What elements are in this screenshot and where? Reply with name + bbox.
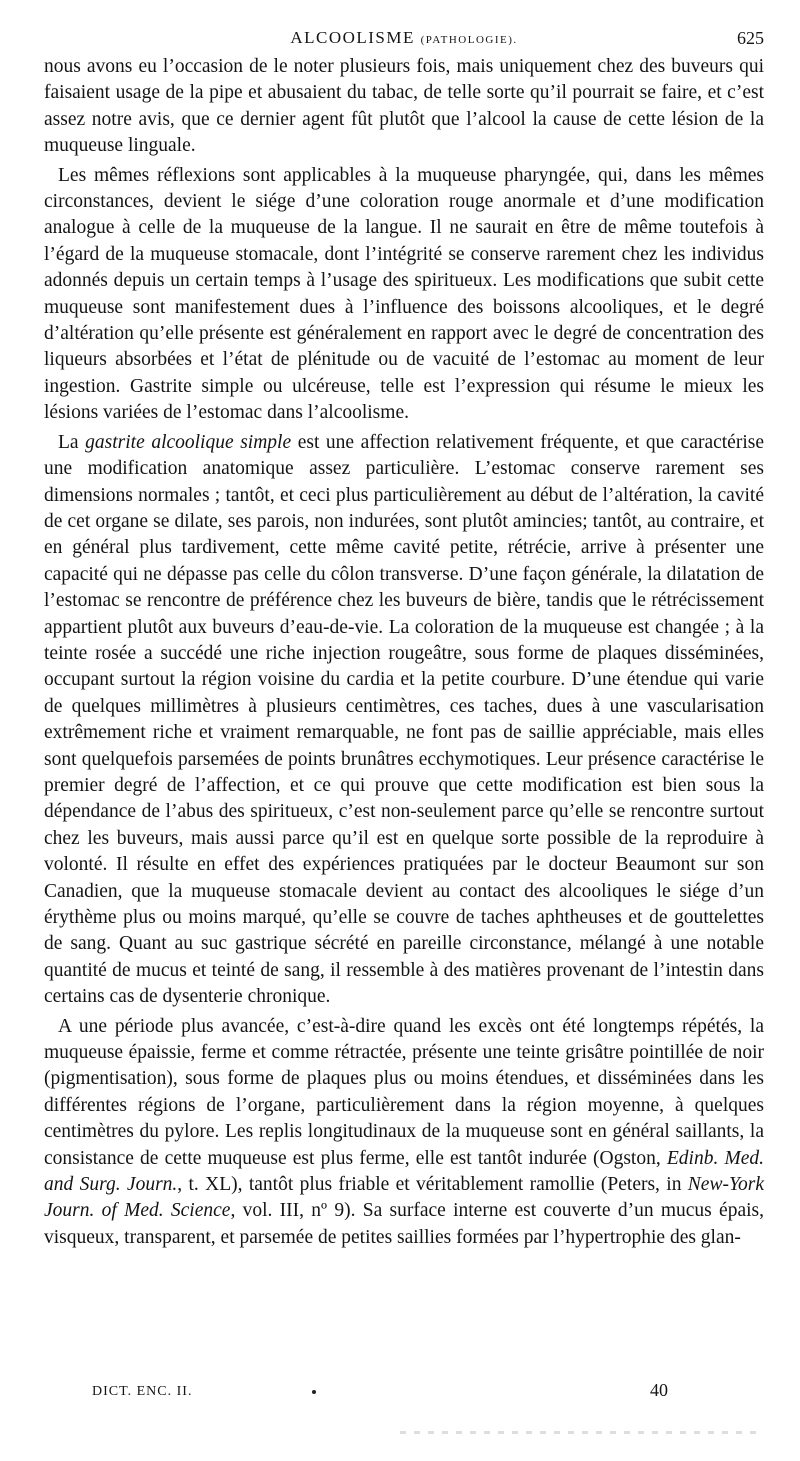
document-page	[44, 28, 764, 1251]
text-run: Les mêmes réflexions sont applicables à la muqueuse pharyngée, qui, dans les mêmes circonstances, devient le siége d’une coloration rouge anormale et d’une modification analogue à celle de la muqueuse de la langue. Il ne saurait en être de même toutefois à l’égard de la muqueuse stomacale, dont l’intégrité se conserve rarement chez les individus adonnés depuis un certain temps à l’usage des spiritueux. Les modifications que subit cette muqueuse sont manifestement dues à l’influence des boissons alcooliques, et le degré d’altération qu’elle présente est généralement en rapport avec le degré de concentration des liqueurs absorbées et l’état de plénitude ou de vacuité de l’estomac au moment de leur ingestion. Gastrite simple ou ulcéreuse, telle est l’expression qui résume le mieux les lésions variées de l’estomac dans l’alcoolisme.	[44, 164, 764, 424]
italic-run: Edinb. Med. and Surg. Journ.	[44, 1147, 764, 1196]
paragraph	[44, 163, 764, 427]
text-run: nous avons eu l’occasion de le noter plusieurs fois, mais uniquement chez des buveurs qui faisaient usage de la pipe et abusaient du tabac, de telle sorte qu’il pourrait se faire, et c’est assez notre avis, que ce dernier agent fût plutôt que l’alcool la cause de cette lésion de la muqueuse linguale.	[44, 56, 764, 157]
paragraph	[44, 1014, 764, 1252]
running-title-sub: (PATHOLOGIE).	[420, 34, 518, 46]
sheet-number: 40	[650, 1380, 668, 1400]
paragraph	[44, 430, 764, 1011]
text-run: A une période plus avancée, c’est-à-dire quand les excès ont été longtemps répétés, la muqueuse épaissie, ferme et comme rétractée, présente une teinte grisâtre pointillée de noir (pigmentisation), sous forme de plaques plus ou moins étendues, et disséminées dans les différentes régions de l’organe, particulièrement dans la région moyenne, à quelques centimètres du pylore. Les replis longitudinaux de la muqueuse sont en général saillants, la consistance de cette muqueuse est plus ferme, elle est tantôt indurée (Ogston,	[44, 1015, 764, 1169]
running-title-main: ALCOOLISME	[290, 28, 415, 47]
paragraph	[44, 54, 764, 160]
text-run: , t. XL), tantôt plus friable et véritablement ramollie (Peters, in	[177, 1174, 688, 1196]
text-run: La	[58, 431, 86, 453]
running-head	[44, 28, 764, 54]
bleed-through-marks	[400, 1431, 760, 1434]
text-run: est une affection relativement fréquente, et que caractérise une modification anatomique assez particulière. L’estomac conserve rarement ses dimensions normales ; tantôt, et ceci plus particulièrement au début de l’altération, la cavité de cet organe se dilate, ses parois, non indurées, sont plutôt amincies; tantôt, au contraire, et en général plus tardivement, cette même cavité petite, rétrécie, arrive à présenter une capacité qui ne dépasse pas celle du côlon transverse. D’une façon générale, la dilatation de l’estomac se rencontre de préférence chez les buveurs de bière, tandis que le rétrécissement appartient plutôt aux buveurs d’eau-de-vie. La coloration de la muqueuse est changée ; à la teinte rosée a succédé une riche injection rougeâtre, sous forme de plaques disséminées, occupant surtout la région voisine du cardia et la petite courbure. D’une étendue qui varie de quelques millimètres à plusieurs centimètres, ces taches, dues à une vascularisation extrêmement riche et vraiment remarquable, ne font pas de saillie appréciable, mais elles sont quelquefois parsemées de points brunâtres ecchymotiques. Leur présence caractérise le premier degré de l’affection, et ce qui prouve que cette modification est bien sous la dépendance de l’abus des spiritueux, c’est non-seulement parce qu’elle se rencontre surtout chez les buveurs, mais aussi parce qu’il est en quelque sorte possible de la reproduire à volonté. Il résulte en effet des expériences pratiquées par le docteur Beaumont sur son Canadien, que la muqueuse stomacale devient au contact des alcooliques le siége d’un érythème plus ou moins marqué, qu’elle se couvre de taches aphtheuses et de gouttelettes de sang. Quant au suc gastrique sécrété en pareille circonstance, mélangé à une notable quantité de mucus et teinté de sang, il ressemble à des matières provenant de l’intestin dans certains cas de dysenterie chronique.	[44, 431, 764, 1008]
italic-run: New-York Journ. of Med. Science	[44, 1174, 764, 1222]
signature-mark: DICT. ENC. II.	[92, 1384, 193, 1399]
text-run: , vol. III, nº 9). Sa surface interne est couverte d’un mucus épais, visqueux, transparent, et parsemée de petites saillies formées par l’hypertrophie des glan-	[44, 1200, 764, 1248]
running-title	[44, 28, 764, 48]
decorative-dot	[312, 1390, 316, 1394]
page-number: 625	[737, 28, 764, 48]
body-text	[44, 54, 764, 1251]
page-footer	[44, 1380, 764, 1404]
italic-run: gastrite alcoolique simple	[85, 431, 292, 453]
